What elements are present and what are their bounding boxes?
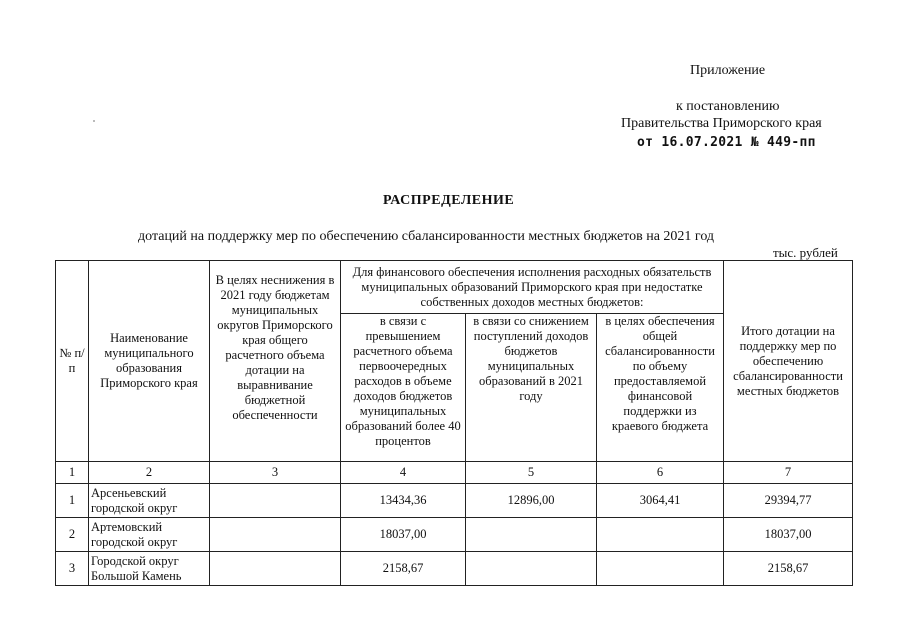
government-label: Правительства Приморского края — [621, 116, 822, 131]
row-c5: 12896,00 — [466, 484, 597, 518]
header-total: Итого дотации на поддержку мер по обеспечению сбалансированности местных бюджетов — [724, 261, 853, 462]
colnum-4: 4 — [341, 462, 466, 484]
row-c7: 2158,67 — [724, 552, 853, 586]
table-row — [56, 518, 853, 552]
row-c6: 3064,41 — [597, 484, 724, 518]
row-c5 — [466, 518, 597, 552]
colnum-6: 6 — [597, 462, 724, 484]
row-c3 — [210, 518, 341, 552]
header-group: Для финансового обеспечения исполнения расходных обязательств муниципальных образований Приморского края при недостатке собственных доходов местных бюджетов: — [341, 261, 724, 314]
row-c6 — [597, 552, 724, 586]
row-c7: 18037,00 — [724, 518, 853, 552]
row-c6 — [597, 518, 724, 552]
row-c5 — [466, 552, 597, 586]
colnum-2: 2 — [89, 462, 210, 484]
colnum-7: 7 — [724, 462, 853, 484]
header-num: № п/п — [56, 261, 89, 462]
units-label: тыс. рублей — [773, 245, 838, 260]
document-title: РАСПРЕДЕЛЕНИЕ — [383, 193, 515, 208]
table-row — [56, 552, 853, 586]
row-c3 — [210, 552, 341, 586]
document-subtitle: дотаций на поддержку мер по обеспечению сбалансированности местных бюджетов на 2021 год — [138, 229, 715, 244]
row-num: 1 — [56, 484, 89, 518]
header-name: Наименование муниципального образования Приморского края — [89, 261, 210, 462]
header-col6: в целях обеспечения общей сбалансированности по объему предоставляемой финансовой поддержки из краевого бюджета — [597, 314, 724, 462]
row-num: 2 — [56, 518, 89, 552]
colnum-5: 5 — [466, 462, 597, 484]
header-col5: в связи со снижением поступлений доходов бюджетов муниципальных образований в 2021 году — [466, 314, 597, 462]
row-c3 — [210, 484, 341, 518]
distribution-table — [55, 260, 853, 586]
header-col3: В целях неснижения в 2021 году бюджетам муниципальных округов Приморского края общего расчетного объема дотации на выравнивание бюджетной обеспеченности — [210, 261, 341, 462]
resolution-date-number: от 16.07.2021 № 449-пп — [637, 135, 816, 150]
row-c4: 18037,00 — [341, 518, 466, 552]
row-num: 3 — [56, 552, 89, 586]
header-col4: в связи с превышением расчетного объема первоочередных расходов в объеме доходов бюджетов муниципальных образований более 40 процентов — [341, 314, 466, 462]
row-name: Артемовский городской округ — [89, 518, 210, 552]
appendix-label: Приложение — [690, 63, 766, 78]
row-c7: 29394,77 — [724, 484, 853, 518]
row-c4: 2158,67 — [341, 552, 466, 586]
row-name: Городской округ Большой Камень — [89, 552, 210, 586]
table-row — [56, 484, 853, 518]
row-name: Арсеньевский городской округ — [89, 484, 210, 518]
scan-speck — [93, 120, 95, 122]
row-c4: 13434,36 — [341, 484, 466, 518]
resolution-label: к постановлению — [676, 99, 780, 114]
column-numbers-row — [56, 462, 853, 484]
colnum-3: 3 — [210, 462, 341, 484]
colnum-1: 1 — [56, 462, 89, 484]
